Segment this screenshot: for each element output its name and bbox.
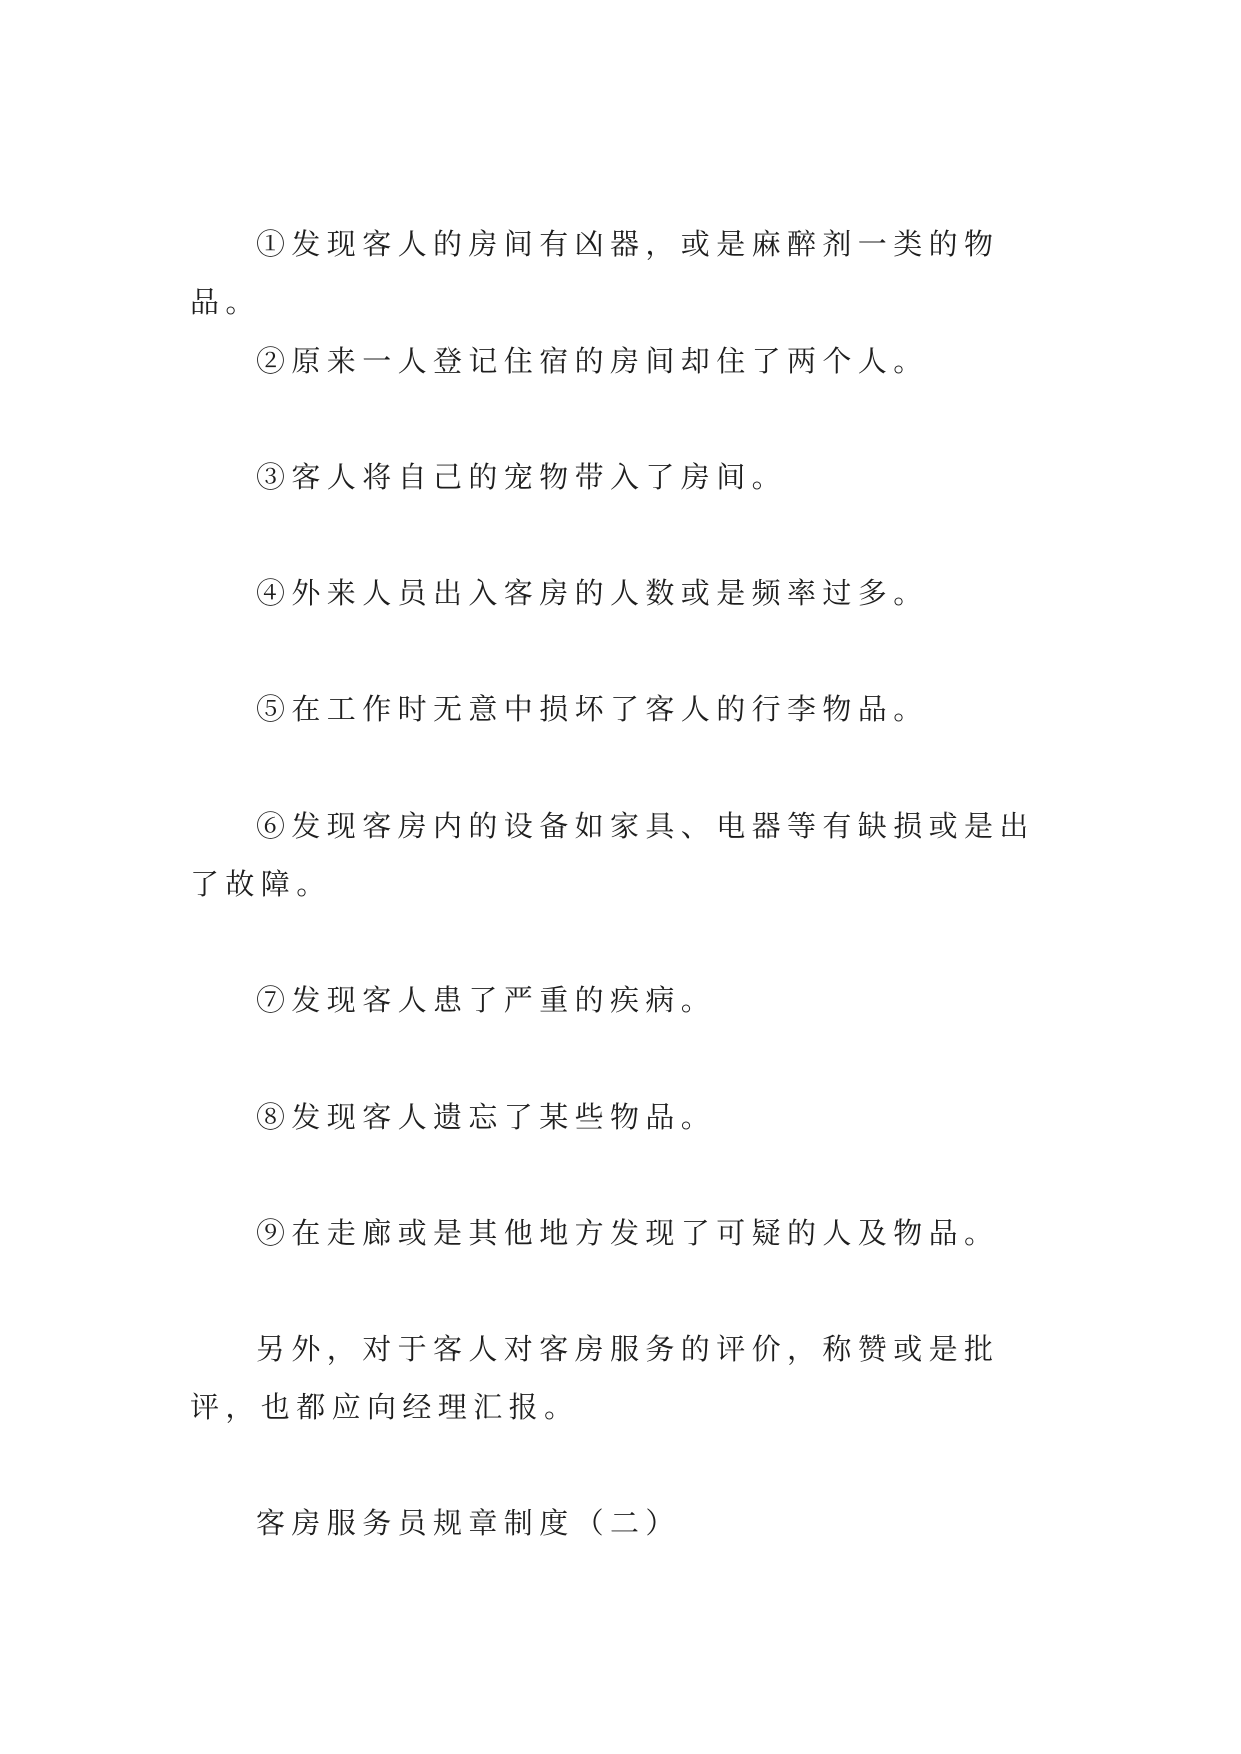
paragraph-item-9: ⑨在走廊或是其他地方发现了可疑的人及物品。 [256, 1216, 1000, 1250]
paragraph-item-5: ⑤在工作时无意中损坏了客人的行李物品。 [256, 692, 929, 726]
paragraph-item-4: ④外来人员出入客房的人数或是频率过多。 [256, 576, 929, 610]
paragraph-item-7: ⑦发现客人患了严重的疾病。 [256, 983, 717, 1017]
paragraph-item-2: ②原来一人登记住宿的房间却住了两个人。 [256, 344, 929, 378]
paragraph-note: 另外，对于客人对客房服务的评价，称赞或是批评，也都应向经理汇报。 [190, 1332, 1000, 1424]
paragraph-item-8: ⑧发现客人遗忘了某些物品。 [256, 1100, 717, 1134]
paragraph-item-3: ③客人将自己的宠物带入了房间。 [256, 460, 788, 494]
paragraph-item-6: ⑥发现客房内的设备如家具、电器等有缺损或是出了故障。 [190, 809, 1035, 901]
section-heading: 客房服务员规章制度（二） [256, 1506, 681, 1540]
paragraph-item-1: ①发现客人的房间有凶器，或是麻醉剂一类的物品。 [190, 227, 1000, 319]
